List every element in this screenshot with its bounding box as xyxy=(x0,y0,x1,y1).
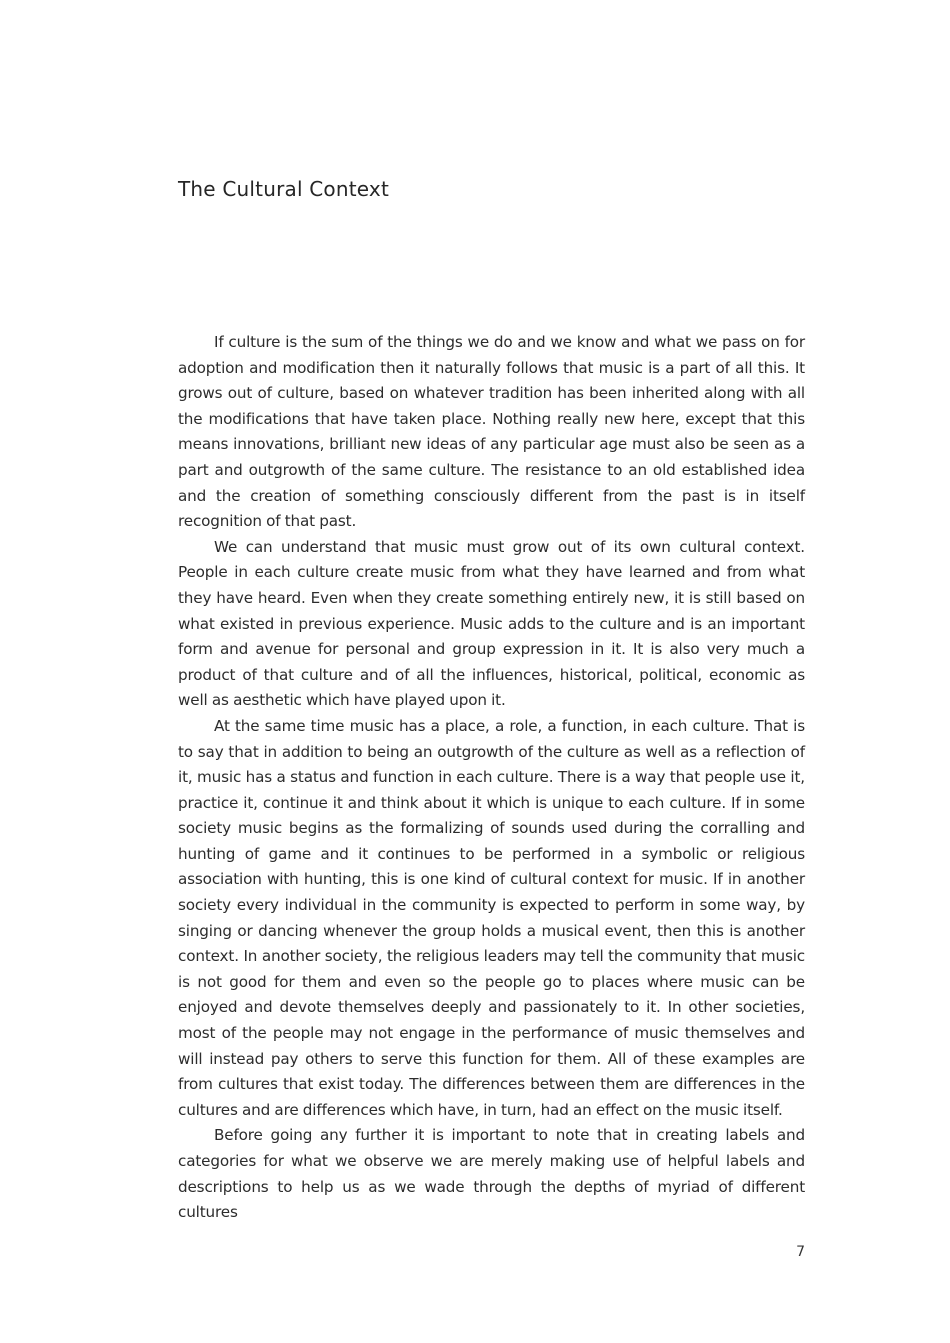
paragraph: Before going any further it is important to note that in creating labels and categories for what we observe we are merely making use of helpful labels and descriptions to help us as we wade through the depths of myriad of different cultures xyxy=(178,1126,805,1222)
paragraph: If culture is the sum of the things we do and we know and what we pass on for adoption and modification then it naturally follows that music is a part of all this. It grows out of culture, based on whatever tradition has been inherited along with all the modifications that have taken place. Nothing really new here, except that this means innovations, brilliant new ideas of any particular age must also be seen as a part and outgrowth of the same culture. The resistance to an old established idea and the creation of something consciously different from the past is in itself recognition of that past. xyxy=(178,333,805,531)
paragraph: We can understand that music must grow out of its own cultural context. People in each culture create music from what they have learned and from what they have heard. Even when they create something entirely new, it is still based on what existed in previous experience. Music adds to the culture and is an important form and avenue for personal and group expression in it. It is also very much a product of that culture and of all the influences, historical, political, economic as well as aesthetic which have played upon it. xyxy=(178,537,805,710)
page-number: 7 xyxy=(796,1244,805,1260)
body-text xyxy=(178,330,805,1226)
chapter-title: The Cultural Context xyxy=(178,177,390,201)
paragraph: At the same time music has a place, a role, a function, in each culture. That is to say that in addition to being an outgrowth of the culture as well as a reflection of it, music has a status and function in each culture. There is a way that people use it, practice it, continue it and think about it which is unique to each culture. If in some society music begins as the formalizing of sounds used during the corralling and hunting of game and it continues to be performed in a symbolic or religious association with hunting, this is one kind of cultural context for music. If in another society every individual in the community is expected to perform in some way, by singing or dancing whenever the group holds a musical event, then this is another context. In another society, the religious leaders may tell the community that music is not good for them and even so the people go to places where music can be enjoyed and devote themselves deeply and passionately to it. In other societies, most of the people may not engage in the performance of music themselves and will instead pay others to serve this function for them. All of these examples are from cultures that exist today. The differences between them are differences in the cultures and are differences which have, in turn, had an effect on the music itself. xyxy=(178,716,805,1119)
